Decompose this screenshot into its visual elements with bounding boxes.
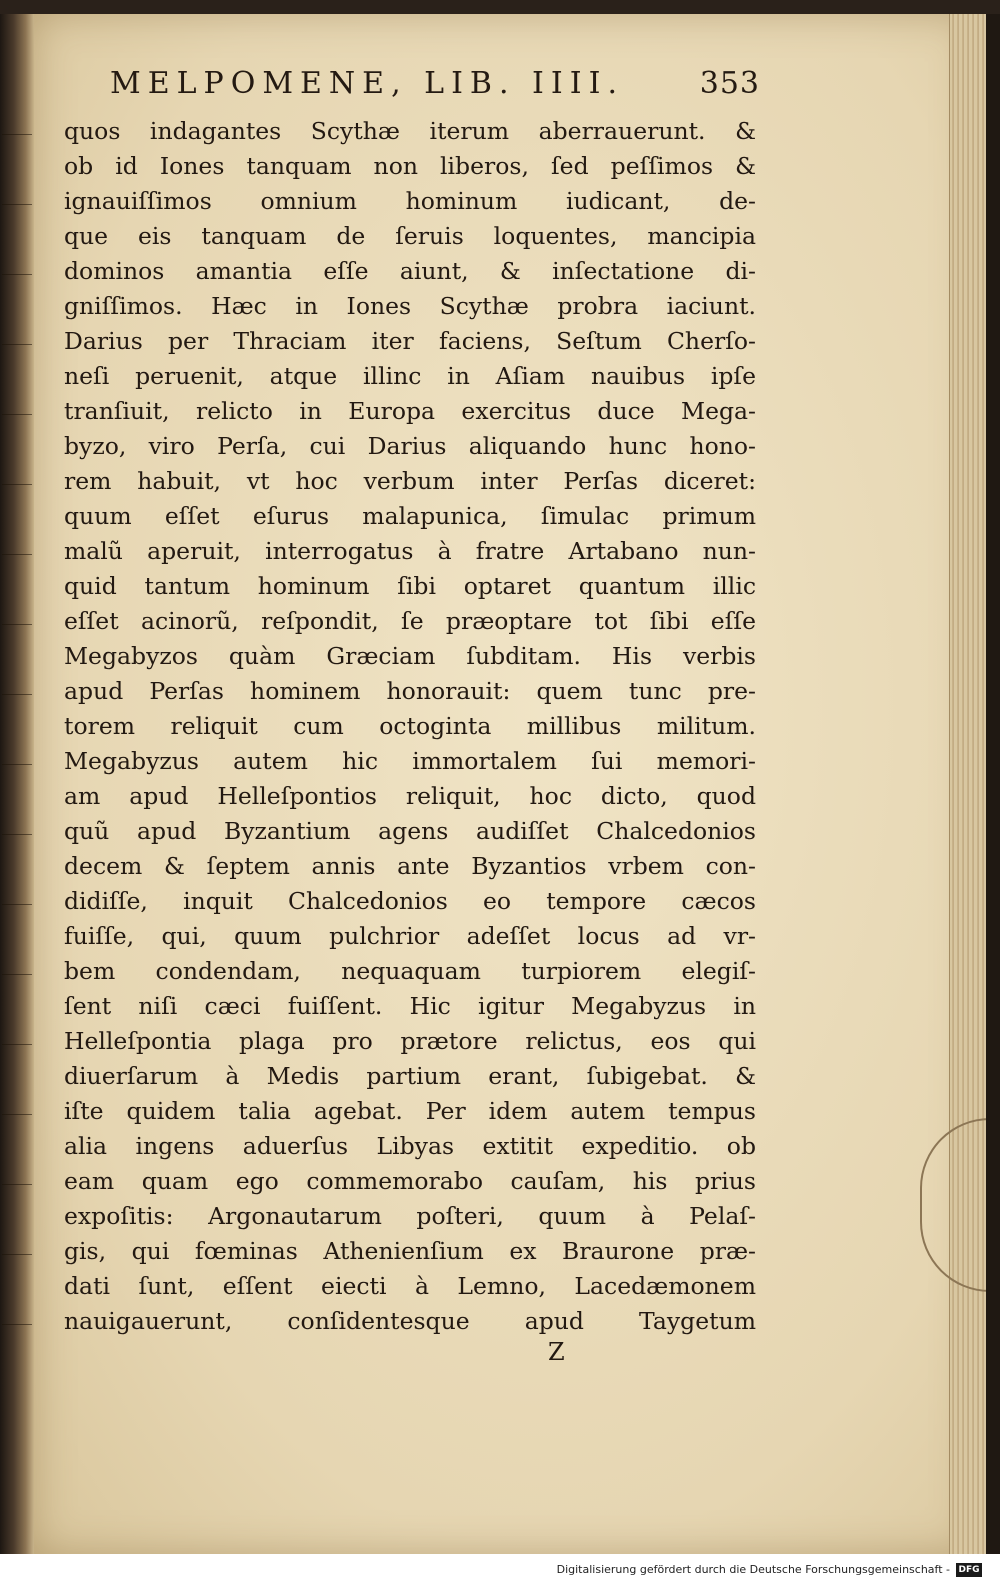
- text-line: byzo, viro Perſa, cui Darius aliquando hunc hono-: [64, 432, 756, 460]
- text-line: quos indagantes Scythæ iterum aberrauerunt. &: [64, 117, 756, 145]
- text-line: ob id Iones tanquam non liberos, ſed peſſimos &: [64, 152, 756, 180]
- text-line: ignauiſſimos omnium hominum iudicant, de-: [64, 187, 756, 215]
- scan-border: [986, 14, 1000, 1554]
- digitization-footer: [0, 1554, 1000, 1586]
- text-line: quũ apud Byzantium agens audiſſet Chalcedonios: [64, 817, 756, 845]
- text-line: Megabyzos quàm Græciam ſubditam. His verbis: [64, 642, 756, 670]
- text-line: alia ingens aduerſus Libyas extitit expeditio. ob: [64, 1132, 756, 1160]
- text-line: neſi peruenit, atque illinc in Aſiam nauibus ipſe: [64, 362, 756, 390]
- text-line: expoſitis: Argonautarum poſteri, quum à Pelaſ-: [64, 1202, 756, 1230]
- book-gutter: [0, 14, 34, 1554]
- text-line: Helleſpontia plaga pro prætore relictus, eos qui: [64, 1027, 756, 1055]
- text-line: Darius per Thraciam iter faciens, Seſtum Cherſo-: [64, 327, 756, 355]
- text-line: gniſſimos. Hæc in Iones Scythæ probra iaciunt.: [64, 292, 756, 320]
- text-line: malũ aperuit, interrogatus à fratre Artabano nun-: [64, 537, 756, 565]
- running-head: MELPOMENE, LIB. IIII.: [110, 66, 624, 101]
- text-line: gis, qui fœminas Athenienſium ex Braurone præ-: [64, 1237, 756, 1265]
- text-line: torem reliquit cum octoginta millibus militum.: [64, 712, 756, 740]
- funding-credit: Digitalisierung gefördert durch die Deutsche Forschungsgemeinschaft -: [556, 1563, 950, 1576]
- text-line: didiſſe, inquit Chalcedonios eo tempore cæcos: [64, 887, 756, 915]
- text-line: apud Perſas hominem honorauit: quem tunc pre-: [64, 677, 756, 705]
- text-line: eſſet acinorũ, reſpondit, ſe præoptare tot ſibi eſſe: [64, 607, 756, 635]
- text-line: quum eſſet eſurus malapunica, ſimulac primum: [64, 502, 756, 530]
- text-line: dati ſunt, eſſent eiecti à Lemno, Lacedæmonem: [64, 1272, 756, 1300]
- text-line: nauigauerunt, conſidentesque apud Taygetum: [64, 1307, 756, 1335]
- text-line: decem & ſeptem annis ante Byzantios vrbem con-: [64, 852, 756, 880]
- dfg-logo-icon: DFG: [956, 1563, 982, 1577]
- page-fore-edge: [949, 14, 986, 1554]
- text-line: que eis tanquam de ſeruis loquentes, mancipia: [64, 222, 756, 250]
- text-line: bem condendam, nequaquam turpiorem elegiſ-: [64, 957, 756, 985]
- text-line: ſent niſi cæci fuiſſent. Hic igitur Megabyzus in: [64, 992, 756, 1020]
- text-line: dominos amantia eſſe aiunt, & inſectatione di-: [64, 257, 756, 285]
- text-line: rem habuit, vt hoc verbum inter Perſas diceret:: [64, 467, 756, 495]
- page-number: 353: [699, 66, 760, 101]
- signature-mark: Z: [548, 1338, 565, 1366]
- text-line: diuerſarum à Medis partium erant, ſubigebat. &: [64, 1062, 756, 1090]
- text-line: am apud Helleſpontios reliquit, hoc dicto, quod: [64, 782, 756, 810]
- text-line: iſte quidem talia agebat. Per idem autem tempus: [64, 1097, 756, 1125]
- text-line: fuiſſe, qui, quum pulchrior adeſſet locus ad vr-: [64, 922, 756, 950]
- body-text: [64, 114, 756, 1339]
- text-line: tranſiuit, relicto in Europa exercitus duce Mega-: [64, 397, 756, 425]
- text-line: eam quam ego commemorabo cauſam, his prius: [64, 1167, 756, 1195]
- page-header: [110, 66, 760, 106]
- text-line: Megabyzus autem hic immortalem ſui memori-: [64, 747, 756, 775]
- text-line: quid tantum hominum ſibi optaret quantum illic: [64, 572, 756, 600]
